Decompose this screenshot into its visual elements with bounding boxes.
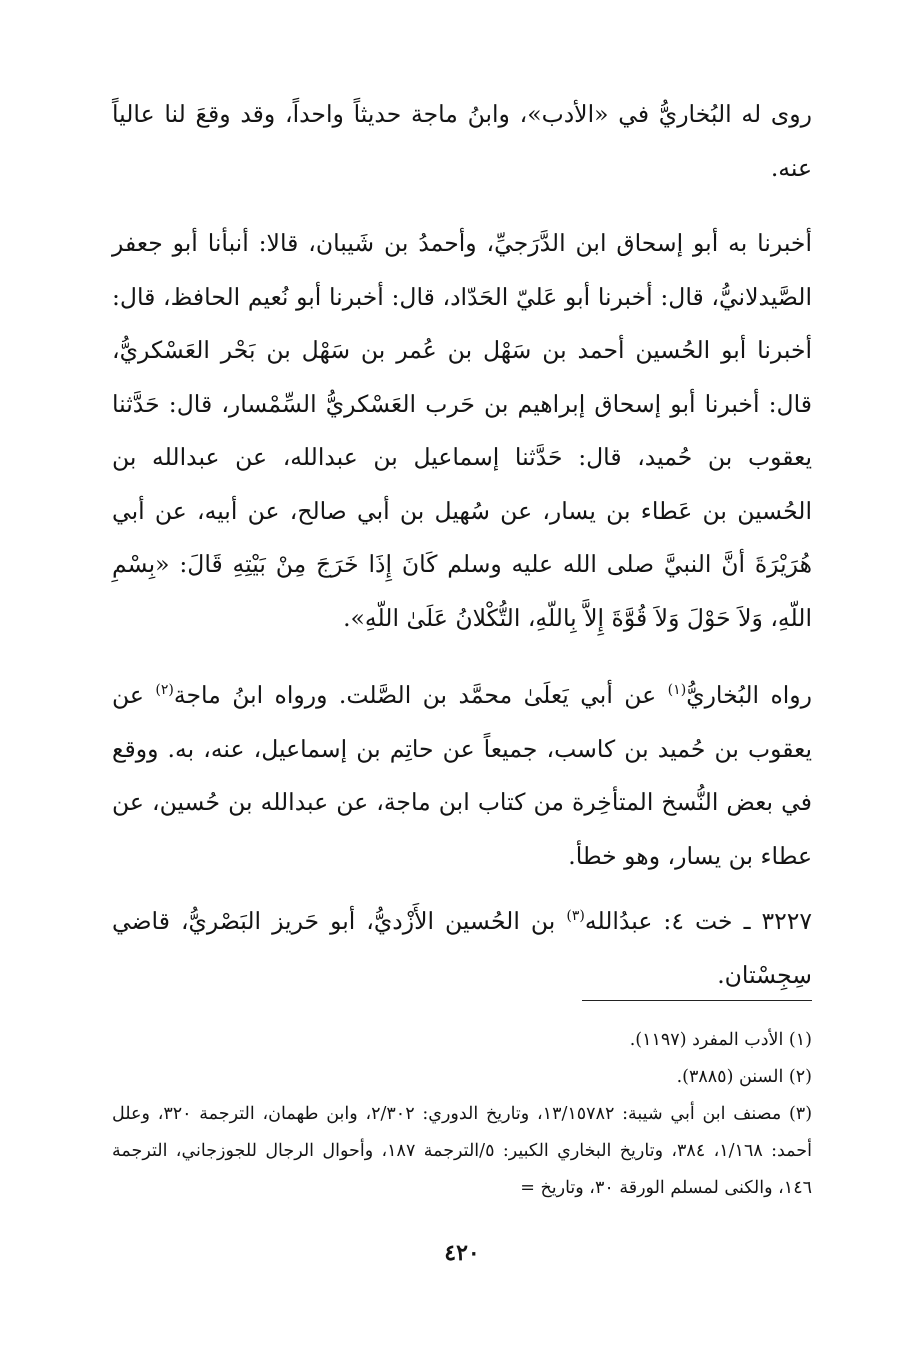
narration-text-3: عن يعقوب بن حُميد بن كاسب، جميعاً عن حاتِم بن إسماعيل، عنه، به. ووقع في بعض النُّسخ المتأخِرة من كتاب ابن ماجة، عن عبدالله بن حُسين، عن عطاء بن يسار، وهو خطأ. xyxy=(112,681,812,870)
narration-paragraph xyxy=(112,669,812,883)
footnote-ref-1: (١) xyxy=(667,682,687,699)
footnote-ref-2: (٢) xyxy=(155,682,174,699)
narration-text-2: عن أبي يَعلَىٰ محمَّد بن الصَّلت. ورواه ابنُ ماجة xyxy=(173,681,668,709)
footnote-3: (٣) مصنف ابن أبي شيبة: ١٣/١٥٧٨٢، وتاريخ الدوري: ٢/٣٠٢، وابن طهمان، الترجمة ٣٢٠، وعلل أحمد: ١/١٦٨، ٣٨٤، وتاريخ البخاري الكبير: ٥/الترجمة ١٨٧، وأحوال الرجال للجوزجاني، الترجمة ١٤٦، والكنى لمسلم الورقة ٣٠، وتاريخ = xyxy=(112,1104,813,1198)
footnote-divider xyxy=(582,1000,812,1001)
entry-text-2: بن الحُسين الأَزْديُّ، أبو حَريز البَصْريُّ، قاضي سِجِسْتان. xyxy=(112,907,812,989)
footnotes xyxy=(112,1022,812,1207)
narration-text-1: رواه البُخاريُّ xyxy=(686,681,812,709)
entry-text-1: ٣٢٢٧ ـ خت ٤: عبدُالله xyxy=(584,907,812,935)
intro-text: روى له البُخاريُّ في «الأدب»، وابنُ ماجة حديثاً واحداً، وقد وقعَ لنا عالياً عنه. xyxy=(112,100,812,182)
footnote-2: (٢) السنن (٣٨٨٥). xyxy=(676,1067,812,1087)
footnote-1: (١) الأدب المفرد (١١٩٧). xyxy=(629,1030,812,1050)
hadith-paragraph xyxy=(112,217,812,645)
intro-paragraph xyxy=(112,88,812,195)
page-number: ٤٢٠ xyxy=(444,1240,480,1266)
hadith-text: أخبرنا به أبو إسحاق ابن الدَّرَجيِّ، وأحمدُ بن شَيبان، قالا: أنبأنا أبو جعفر الصَّيدلانيُّ، قال: أخبرنا أبو عَليّ الحَدّاد، قال: أخبرنا أبو نُعيم الحافظ، قال: أخبرنا أبو الحُسين أحمد بن سَهْل بن عُمر بن سَهْل بن بَحْر العَسْكريُّ، قال: أخبرنا أبو إسحاق إبراهيم بن حَرب العَسْكريُّ السِّمْسار، قال: حَدَّثنا يعقوب بن حُميد، قال: حَدَّثنا إسماعيل بن عبدالله، عن عبدالله بن الحُسين بن عَطاء بن يسار، عن سُهيل بن أبي صالح، عن أبيه، عن أبي هُرَيْرَةَ أنَّ النبيَّ صلى الله عليه وسلم كَانَ إِذَا خَرَجَ مِنْ بَيْتِهِ قَالَ: «بِسْمِ اللّهِ، وَلاَ حَوْلَ وَلاَ قُوَّةَ إِلاَّ بِاللّهِ، التُّكْلانُ عَلَىٰ اللّهِ». xyxy=(112,229,812,632)
main-text xyxy=(112,88,812,1002)
footnote-ref-3: (٣) xyxy=(566,908,585,925)
entry-paragraph xyxy=(112,895,812,1002)
